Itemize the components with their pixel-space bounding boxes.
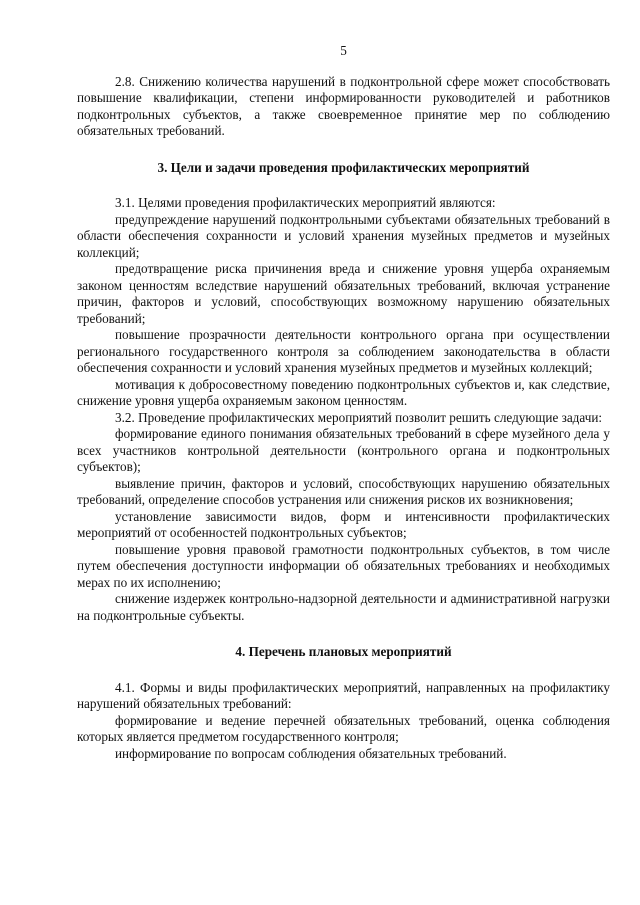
- paragraph-4-1: 4.1. Формы и виды профилактических мероприятий, направленных на профилактику нарушений обязательных требований:: [77, 679, 610, 711]
- paragraph-3-2: 3.2. Проведение профилактических мероприятий позволит решить следующие задачи:: [115, 409, 603, 425]
- paragraph-goal-transparency: повышение прозрачности деятельности контрольного органа при осуществлении регионального государственного контроля за соблюдением законодательства в области обеспечения сохранности и условий хранения музейных предметов и музейных коллекций;: [77, 327, 610, 375]
- paragraph-measure-lists: формирование и ведение перечней обязательных требований, оценка соблюдения которых является предметом государственного контроля;: [77, 712, 610, 744]
- paragraph-measure-informing: информирование по вопросам соблюдения обязательных требований.: [115, 745, 507, 761]
- paragraph-task-causes: выявление причин, факторов и условий, способствующих нарушению обязательных требований, определение способов устранения или снижения рисков их возникновения;: [77, 475, 610, 507]
- paragraph-goal-risk: предотвращение риска причинения вреда и снижение уровня ущерба охраняемым законом ценностям вследствие нарушений обязательных требований, включая устранение причин, факторов и условий, способствующих возможному нарушению обязательных требований;: [77, 261, 610, 326]
- page-number: 5: [340, 43, 347, 58]
- paragraph-task-costs: снижение издержек контрольно-надзорной деятельности и административной нагрузки на подконтрольные субъекты.: [77, 591, 610, 623]
- paragraph-3-1: 3.1. Целями проведения профилактических мероприятий являются:: [115, 195, 496, 210]
- paragraph-goal-motivation: мотивация к добросовестному поведению подконтрольных субъектов и, как следствие, снижение уровня ущерба охраняемым законом ценностям.: [77, 376, 610, 408]
- paragraph-task-literacy: повышение уровня правовой грамотности подконтрольных субъектов, в том числе путем обеспечения доступности информации об обязательных требованиях и необходимых мерах по их исполнению;: [77, 541, 610, 590]
- paragraph-task-dependency: установление зависимости видов, форм и интенсивности профилактических мероприятий от особенностей подконтрольных субъектов;: [77, 508, 610, 540]
- paragraph-task-understanding: формирование единого понимания обязательных требований в сфере музейного дела у всех участников контрольной деятельности (контрольного органа и подконтрольных субъектов);: [77, 426, 610, 474]
- section-heading-4: 4. Перечень плановых мероприятий: [235, 644, 452, 659]
- section-heading-3: 3. Цели и задачи проведения профилактических мероприятий: [157, 159, 530, 175]
- paragraph-goal-prevention: предупреждение нарушений подконтрольными субъектами обязательных требований в области обеспечения сохранности и условий хранения музейных предметов и музейных коллекций;: [77, 211, 610, 260]
- paragraph-2-8: 2.8. Снижению количества нарушений в подконтрольной сфере может способствовать повышение квалификации, степени информированности руководителей и работников подконтрольных субъектов, а также своевременное принятие мер по соблюдению обязательных требований.: [77, 73, 610, 138]
